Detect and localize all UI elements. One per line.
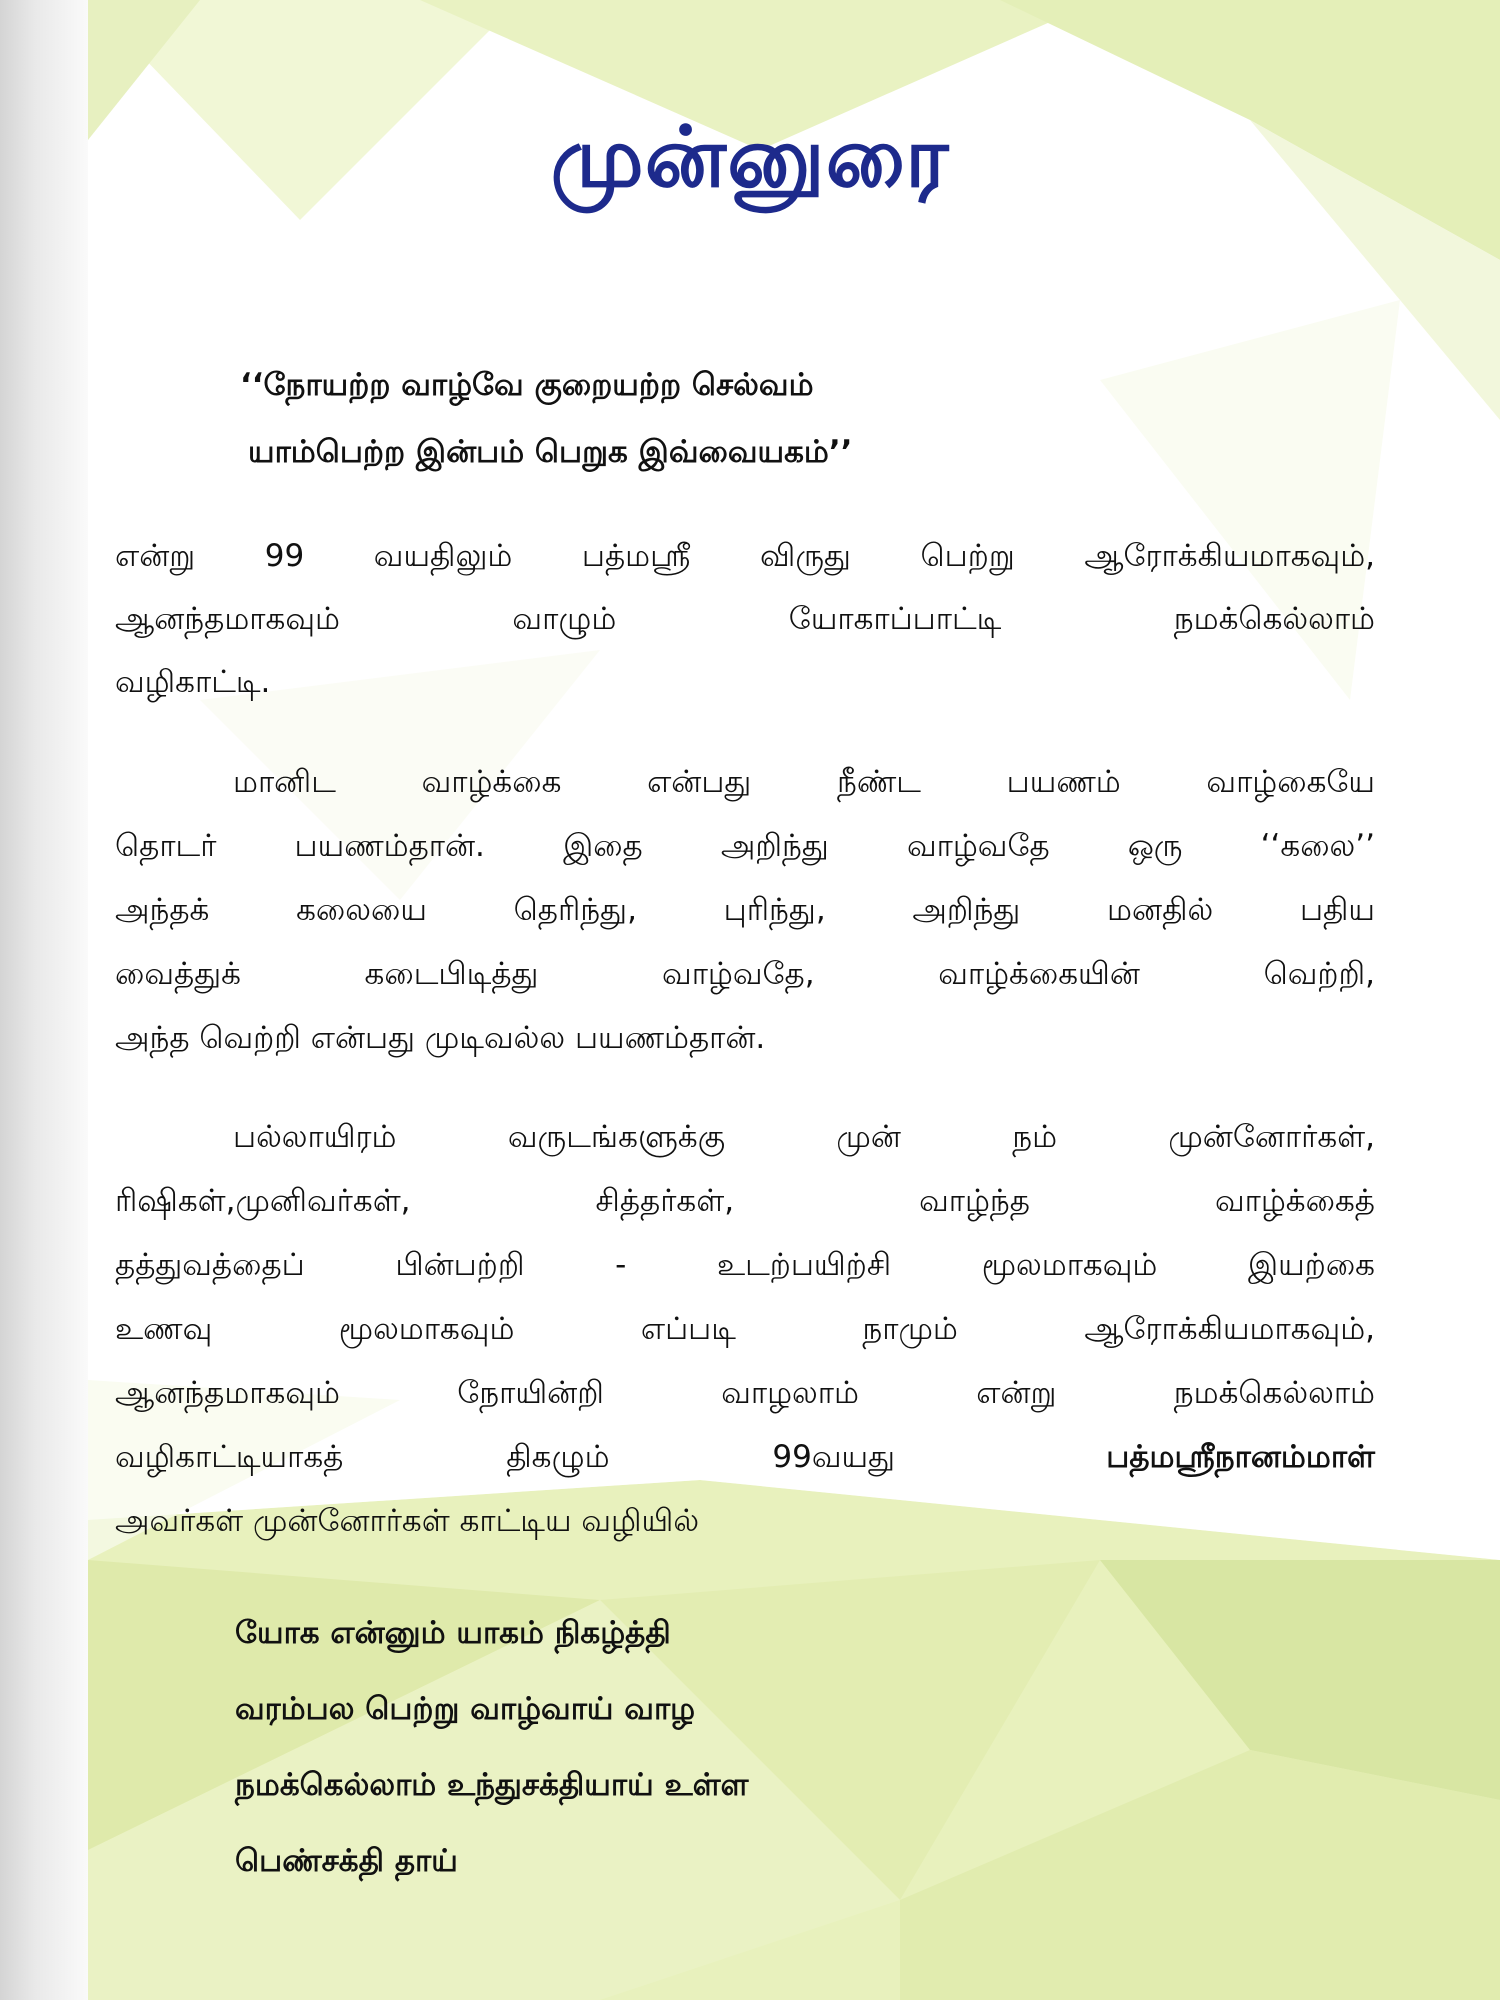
paragraph-3-line-2: ரிஷிகள்,முனிவர்கள், சித்தர்கள், வாழ்ந்த வாழ்க்கைத் [115, 1183, 1375, 1219]
paragraph-1-line-3: வழிகாட்டி. [115, 664, 271, 700]
paragraph-1 [115, 525, 1375, 714]
paragraph-2-line-4: வைத்துக் கடைபிடித்து வாழ்வதே, வாழ்க்கையின் வெற்றி, [115, 956, 1375, 992]
closing-verse-line-1: யோக என்னும் யாகம் நிகழ்த்தி [235, 1615, 671, 1651]
opening-verse-line-2: யாம்பெற்ற இன்பம் பெறுக இவ்வையகம்’’ [248, 434, 853, 470]
paragraph-2 [115, 750, 1375, 1070]
paragraph-2-line-5: அந்த வெற்றி என்பது முடிவல்ல பயணம்தான். [115, 1020, 766, 1056]
closing-verse [235, 1595, 749, 1899]
padmashri-nanammal-name: பத்மஸ்ரீநானம்மாள் [1106, 1439, 1375, 1475]
closing-verse-line-2: வரம்பல பெற்று வாழ்வாய் வாழ [235, 1691, 696, 1727]
paragraph-3 [115, 1105, 1375, 1553]
paragraph-3-line-4: உணவு மூலமாகவும் எப்படி நாமும் ஆரோக்கியமாகவும், [115, 1311, 1375, 1347]
paragraph-3-line-3: தத்துவத்தைப் பின்பற்றி - உடற்பயிற்சி மூலமாகவும் இயற்கை [115, 1247, 1375, 1283]
page-title: முன்னுரை [550, 108, 950, 206]
paragraph-2-line-3: அந்தக் கலையை தெரிந்து, புரிந்து, அறிந்து மனதில் பதிய [115, 892, 1375, 928]
paragraph-3-line-5: ஆனந்தமாகவும் நோயின்றி வாழலாம் என்று நமக்கெல்லாம் [115, 1375, 1375, 1411]
closing-verse-line-4: பெண்சக்தி தாய் [235, 1843, 458, 1879]
paragraph-2-line-1: மானிட வாழ்க்கை என்பது நீண்ட பயணம் வாழ்கையே [233, 764, 1375, 800]
paragraph-3-line-6 [115, 1425, 1375, 1489]
paragraph-3-line-1: பல்லாயிரம் வருடங்களுக்கு முன் நம் முன்னோர்கள், [233, 1119, 1375, 1155]
paragraph-3-line-6-text: வழிகாட்டியாகத் திகழும் 99வயது [115, 1439, 895, 1475]
closing-verse-line-3: நமக்கெல்லாம் உந்துசக்தியாய் உள்ள [235, 1767, 749, 1803]
paragraph-1-line-1: என்று 99 வயதிலும் பத்மஸ்ரீ விருது பெற்று ஆரோக்கியமாகவும், [115, 538, 1375, 574]
paragraph-3-line-7: அவர்கள் முன்னோர்கள் காட்டிய வழியில் [115, 1503, 700, 1539]
opening-verse [240, 352, 852, 486]
paragraph-2-line-2: தொடர் பயணம்தான். இதை அறிந்து வாழ்வதே ஒரு ‘‘கலை’’ [115, 828, 1375, 864]
paragraph-1-line-2: ஆனந்தமாகவும் வாழும் யோகாப்பாட்டி நமக்கெல்லாம் [115, 601, 1375, 637]
opening-verse-line-1: ‘‘நோயற்ற வாழ்வே குறையற்ற செல்வம் [240, 367, 814, 403]
page-left-shadow [0, 0, 88, 2000]
